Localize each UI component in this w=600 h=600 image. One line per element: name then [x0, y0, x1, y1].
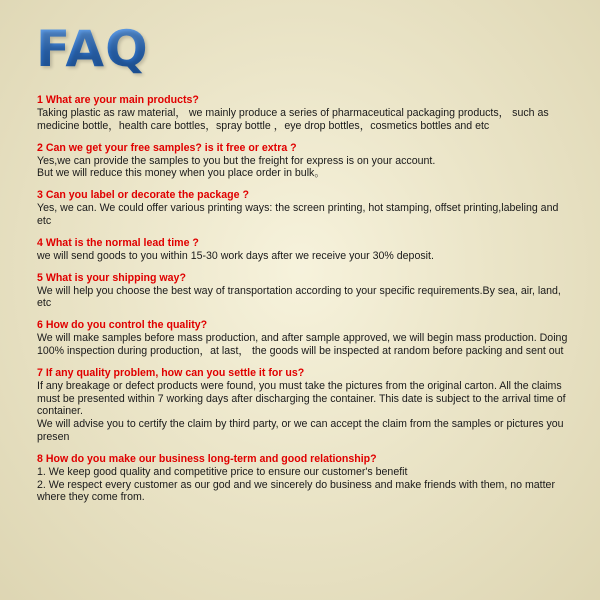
faq-item-3 — [37, 189, 573, 228]
faq-list — [37, 94, 573, 513]
page-title: FAQ — [36, 20, 149, 78]
faq-answer — [37, 285, 573, 311]
faq-answer-line: 2. We respect every customer as our god and we sincerely do business and make friends with them, no matter where they come from. — [37, 478, 555, 504]
faq-answer — [37, 250, 573, 263]
faq-answer — [37, 202, 573, 228]
faq-answer-line: Yes,we can provide the samples to you but the freight for express is on your account. — [37, 154, 436, 167]
faq-answer — [37, 155, 573, 181]
faq-question: 1 What are your main products? — [37, 94, 199, 106]
faq-item-6 — [37, 319, 573, 358]
faq-question: 2 Can we get your free samples? is it free or extra ? — [37, 141, 297, 154]
faq-answer — [37, 380, 573, 444]
faq-question: 7 If any quality problem, how can you settle it for us? — [37, 366, 305, 379]
faq-answer-line: If any breakage or defect products were found, you must take the pictures from the original carton. All the claims must be presented within 7 working days after discharging the container. This date is subject to the arrival time of container. — [37, 379, 566, 418]
faq-answer-line: 1. We keep good quality and competitive price to ensure our customer's benefit — [37, 465, 408, 478]
faq-answer-line: Taking plastic as raw material， we mainly produce a series of pharmaceutical packaging products， such as medicine bottle，health care bottles，spray bottle ，eye drop bottles，cosmetics bottles and etc — [37, 107, 549, 132]
faq-item-1 — [37, 94, 573, 133]
faq-answer-line: We will advise you to certify the claim by third party, or we can accept the claim from the samples or pictures you presen — [37, 418, 564, 443]
faq-answer-line: We will make samples before mass production, and after sample approved, we will begin mass production. Doing 100% inspection during production，at last， the goods will be inspected at random before packing and sent out — [37, 332, 568, 357]
faq-question: 4 What is the normal lead time ? — [37, 236, 199, 249]
faq-question: 3 Can you label or decorate the package ? — [37, 189, 249, 202]
faq-answer-line: We will help you choose the best way of transportation according to your specific requirements.By sea, air, land, etc — [37, 284, 561, 310]
faq-item-2 — [37, 142, 573, 181]
faq-question: 5 What is your shipping way? — [37, 271, 186, 284]
faq-answer-line: Yes, we can. We could offer various printing ways: the screen printing, hot stamping, offset printing,labeling and etc — [37, 202, 559, 227]
faq-answer-line: we will send goods to you within 15-30 work days after we receive your 30% deposit. — [37, 249, 434, 262]
faq-item-7 — [37, 367, 573, 444]
faq-item-4 — [37, 237, 573, 263]
faq-answer — [37, 107, 573, 133]
faq-item-5 — [37, 272, 573, 311]
faq-item-8 — [37, 453, 573, 504]
faq-answer — [37, 466, 573, 504]
faq-answer — [37, 332, 573, 358]
faq-question: 6 How do you control the quality? — [37, 319, 208, 332]
faq-question: 8 How do you make our business long-term and good relationship? — [37, 452, 377, 465]
faq-answer-line: But we will reduce this money when you place order in bulk。 — [37, 167, 325, 180]
